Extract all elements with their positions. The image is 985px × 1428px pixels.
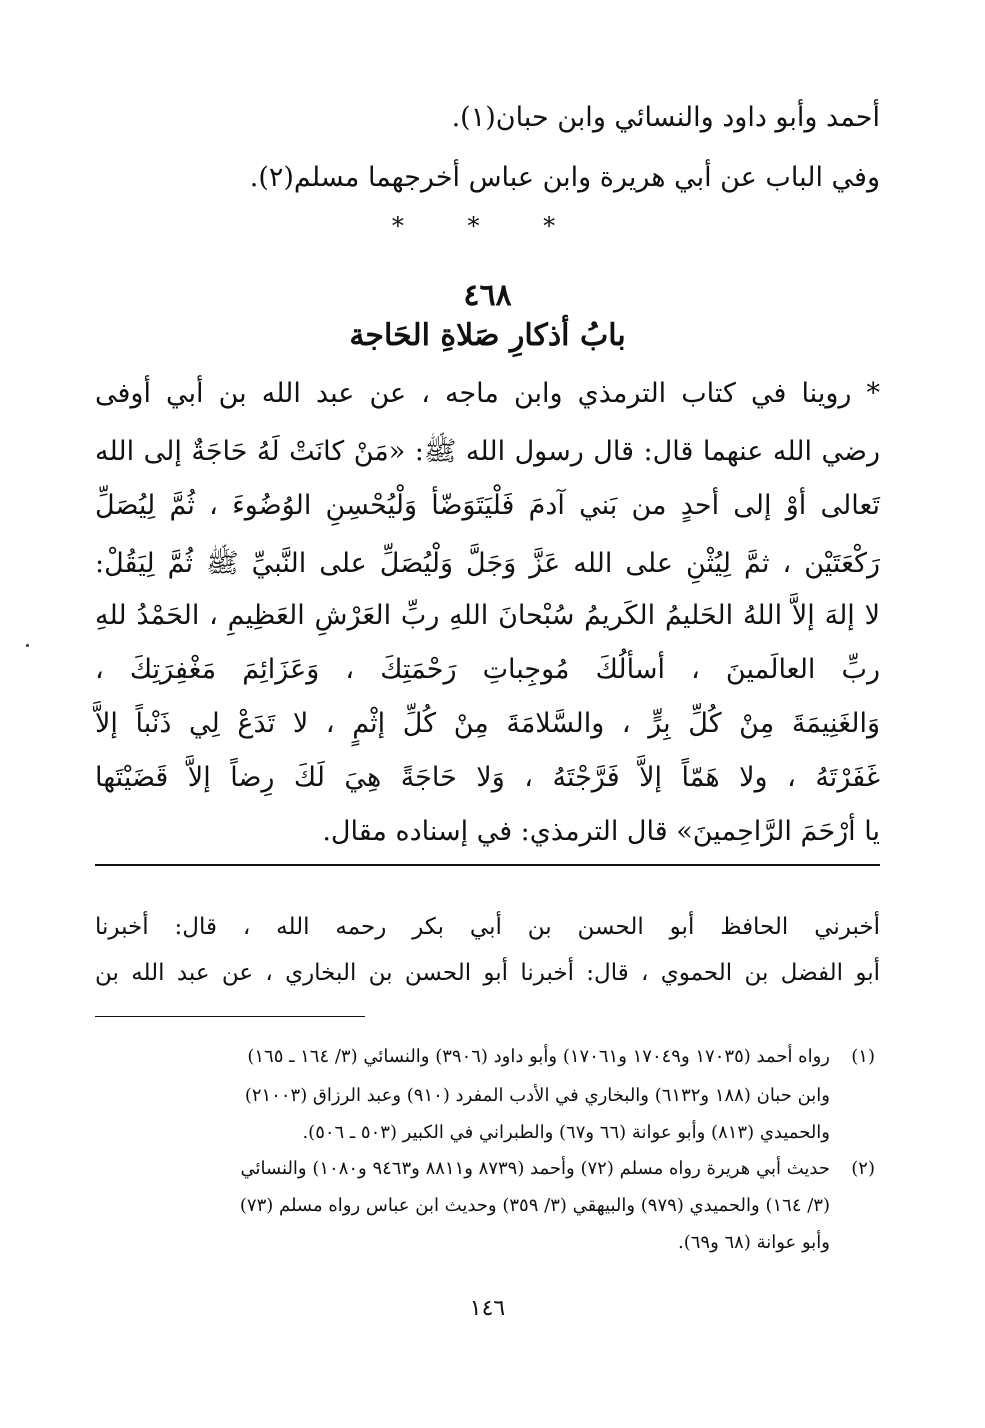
chapter-number: ٤٦٨ bbox=[463, 278, 512, 313]
footnote-divider bbox=[95, 1016, 365, 1017]
footnote-1-line-1: رواه أحمد (١٧٠٣٥ و١٧٠٤٩ و١٧٠٦١) وأبو داود (٣٩٠٦) والنسائي (٣/ ١٦٤ ـ ١٦٥) bbox=[247, 1046, 830, 1067]
footnote-1-marker: (١) bbox=[851, 1046, 875, 1067]
main-text-line-4: رَكْعَتَيْن ، ثمَّ لِيُثْنِ على الله عَزَّ وَجَلَّ وَلْيُصَلِّ على النَّبيِّ ﷺ ثُمَّ لِيَقُلْ: bbox=[95, 548, 880, 579]
margin-speck bbox=[26, 644, 29, 647]
footnote-1-line-2: وابن حبان (١٨٨ و٦١٣٢) والبخاري في الأدب المفرد (٩١٠) وعبد الرزاق (٢١٠٠٣) bbox=[244, 1085, 830, 1106]
isnad-line-1: أخبرني الحافظ أبو الحسن بن أبي بكر رحمه الله ، قال: أخبرنا bbox=[95, 914, 880, 940]
main-text-line-1: * روينا في كتاب الترمذي وابن ماجه ، عن عبد الله بن أبي أوفى bbox=[95, 378, 880, 409]
chapter-title: بابُ أذكارِ صَلاةِ الحَاجة bbox=[349, 318, 626, 353]
footnote-2-line-1: حديث أبي هريرة رواه مسلم (٧٢) وأحمد (٨٧٣٩ و٨٨١١ و٩٤٦٣ و١٠٨٠) والنسائي bbox=[240, 1158, 830, 1179]
footnote-2-line-3: وأبو عوانة (٦٨ و٦٩). bbox=[677, 1232, 830, 1253]
main-text-line-8: غَفَرْتَهُ ، ولا هَمّاً إلاَّ فَرَّجْتَهُ ، وَلا حَاجَةً هِيَ لَكَ رِضاً إلاَّ قَضَيْتَها bbox=[95, 762, 880, 793]
main-text-line-2: رضي الله عنهما قال: قال رسول الله ﷺ: «مَنْ كانَتْ لَهُ حَاجَةٌ إلى الله bbox=[95, 436, 880, 467]
continuation-line-2: وفي الباب عن أبي هريرة وابن عباس أخرجهما مسلم(٢). bbox=[249, 162, 880, 193]
main-text-line-5: لا إلهَ إلاَّ اللهُ الحَليمُ الكَريمُ سُبْحانَ اللهِ ربِّ العَرْشِ العَظِيمِ ، الحَمْدُ للهِ bbox=[95, 600, 880, 631]
footnote-2-line-2: (٣/ ١٦٤) والحميدي (٩٧٩) والبيهقي (٣/ ٣٥٩) وحديث ابن عباس رواه مسلم (٧٣) bbox=[239, 1195, 830, 1216]
isnad-line-2: أبو الفضل بن الحموي ، قال: أخبرنا أبو الحسن بن البخاري ، عن عبد الله بن bbox=[95, 960, 880, 986]
main-text-line-3: تَعالى أوْ إلى أحدٍ من بَني آدمَ فَلْيَتَوَضّأ وَلْيُحْسِنِ الوُضُوءَ ، ثُمَّ لِيُصَلِّ bbox=[95, 490, 880, 521]
footnote-2-marker: (٢) bbox=[851, 1158, 875, 1179]
main-text-line-7: وَالغَنِيمَةَ مِنْ كُلِّ بِرٍّ ، والسَّلامَةَ مِنْ كُلِّ إثْمٍ ، لا تَدَعْ لِي ذَنْباً إلاَّ bbox=[95, 708, 880, 739]
main-text-line-9: يا أرْحَمَ الرَّاحِمينَ» قال الترمذي: في إسناده مقال. bbox=[322, 816, 880, 847]
page-number: ١٤٦ bbox=[469, 1296, 506, 1321]
main-text-divider bbox=[95, 864, 880, 866]
section-separator-stars: * * * bbox=[391, 212, 584, 240]
footnote-1-line-3: والحميدي (٨١٣) وأبو عوانة (٦٦ و٦٧) والطبراني في الكبير (٥٠٣ ـ ٥٠٦). bbox=[302, 1122, 830, 1143]
main-text-line-6: ربِّ العالَمينَ ، أسألُكَ مُوجِباتِ رَحْمَتِكَ ، وَعَزَائِمَ مَغْفِرَتِكَ ، bbox=[95, 654, 880, 685]
book-page bbox=[95, 0, 880, 1428]
continuation-line-1: أحمد وأبو داود والنسائي وابن حبان(١). bbox=[451, 102, 880, 133]
